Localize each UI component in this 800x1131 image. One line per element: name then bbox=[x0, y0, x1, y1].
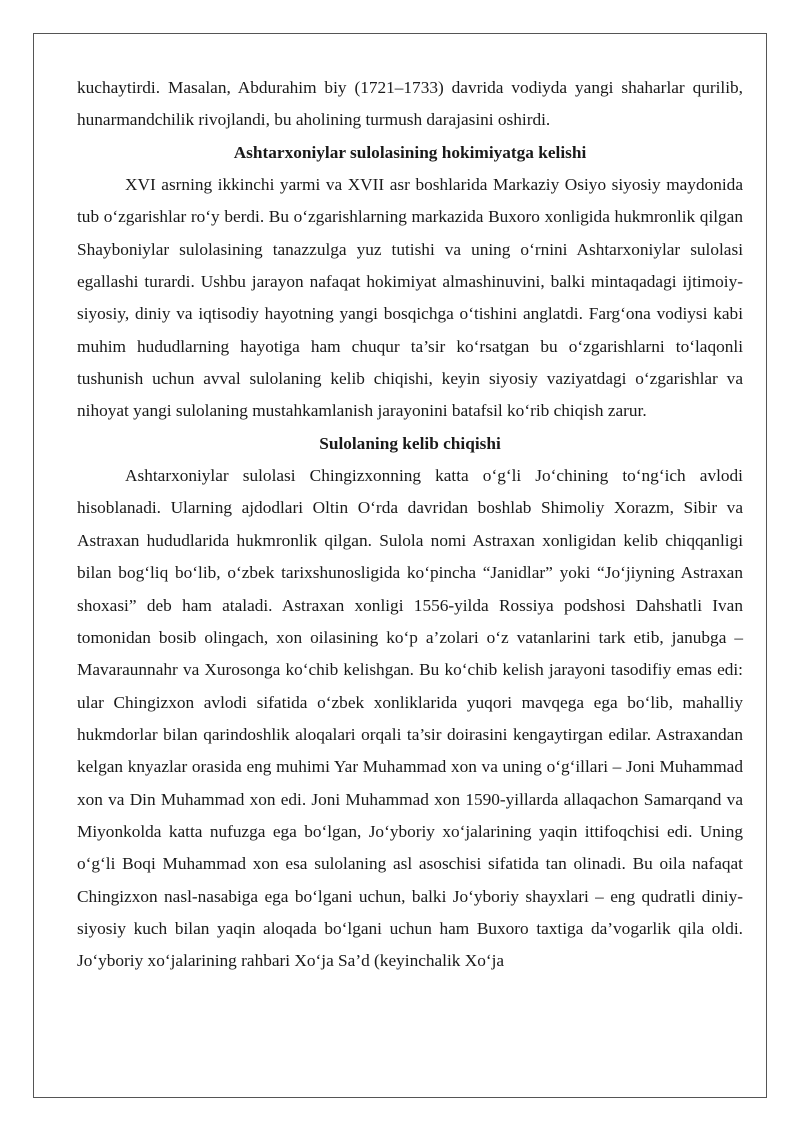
section-heading-kelib-chiqishi: Sulolaning kelib chiqishi bbox=[319, 433, 501, 453]
paragraph-continuation: kuchaytirdi. Masalan, Abdurahim biy (1721–1733) davrida vodiyda yangi shaharlar qurilib, hunarmandchilik rivojlandi, bu aholining turmush darajasini oshirdi. bbox=[77, 78, 743, 130]
section-heading-ashtarxoniylar: Ashtarxoniylar sulolasining hokimiyatga kelishi bbox=[233, 142, 587, 162]
paragraph-origin: Ashtarxoniylar sulolasi Chingizxonning katta o‘g‘li Jo‘chining to‘ng‘ich avlodi hisoblanadi. Ularning ajdodlari Oltin O‘rda davridan boshlab Shimoliy Xorazm, Sibir va Astraxan hududlarida hukmronlik qilgan. Sulola nomi Astraxan xonligidan kelib chiqqanligi bilan bog‘liq bo‘lib, o‘zbek tarixshunosligida ko‘pincha “Janidlar” yoki “Jo‘jiyning Astraxan shoxasi” deb ham ataladi. Astraxan xonligi 1556-yilda Rossiya podshosi Dahshatli Ivan tomonidan bosib olingach, xon oilasining ko‘p a’zolari o‘z vatanlarini tark etib, janubga – Mavaraunnahr va Xurosonga ko‘chib kelishgan. Bu ko‘chib kelish jarayoni tasodifiy emas edi: ular Chingizxon avlodi sifatida o‘zbek xonliklarida yuqori mavqega ega bo‘lib, mahalliy hukmdorlar bilan qarindoshlik aloqalari orqali ta’sir doirasini kengaytirgan edilar. Astraxandan kelgan knyazlar orasida eng muhimi Yar Muhammad xon va uning o‘g‘illari – Joni Muhammad xon va Din Muhammad xon edi. Joni Muhammad xon 1590-yillarda allaqachon Samarqand va Miyonkolda katta nufuzga ega bo‘lgan, Jo‘yboriy xo‘jalarining yaqin ittifoqchisi edi. Uning o‘g‘li Boqi Muhammad xon esa sulolaning asl asoschisi sifatida tan olinadi. Bu oila nafaqat Chingizxon nasl-nasabiga ega bo‘lgani uchun, balki Jo‘yboriy shayxlari – eng qudratli diniy-siyosiy kuch bilan yaqin aloqada bo‘lgani uchun ham Buxoro taxtiga da’vogarlik qila oldi. Jo‘yboriy xo‘jalarining rahbari Xo‘ja Sa’d (keyinchalik Xo‘ja bbox=[77, 466, 743, 971]
document-body bbox=[77, 72, 743, 978]
paragraph-intro: XVI asrning ikkinchi yarmi va XVII asr boshlarida Markaziy Osiyo siyosiy maydonida tub o‘zgarishlar ro‘y berdi. Bu o‘zgarishlarning markazida Buxoro xonligida hukmronlik qilgan Shayboniylar sulolasining tanazzulga yuz tutishi va uning o‘rnini Ashtarxoniylar sulolasi egallashi turardi. Ushbu jarayon nafaqat hokimiyat almashinuvini, balki mintaqadagi ijtimoiy-siyosiy, diniy va iqtisodiy hayotning yangi bosqichga o‘tishini anglatdi. Farg‘ona vodiysi kabi muhim hududlarning hayotiga ham chuqur ta’sir ko‘rsatgan bu o‘zgarishlarni to‘laqonli tushunish uchun avval sulolaning kelib chiqishi, keyin siyosiy vaziyatdagi o‘zgarishlar va nihoyat yangi sulolaning mustahkamlanish jarayonini batafsil ko‘rib chiqish zarur. bbox=[77, 175, 743, 421]
